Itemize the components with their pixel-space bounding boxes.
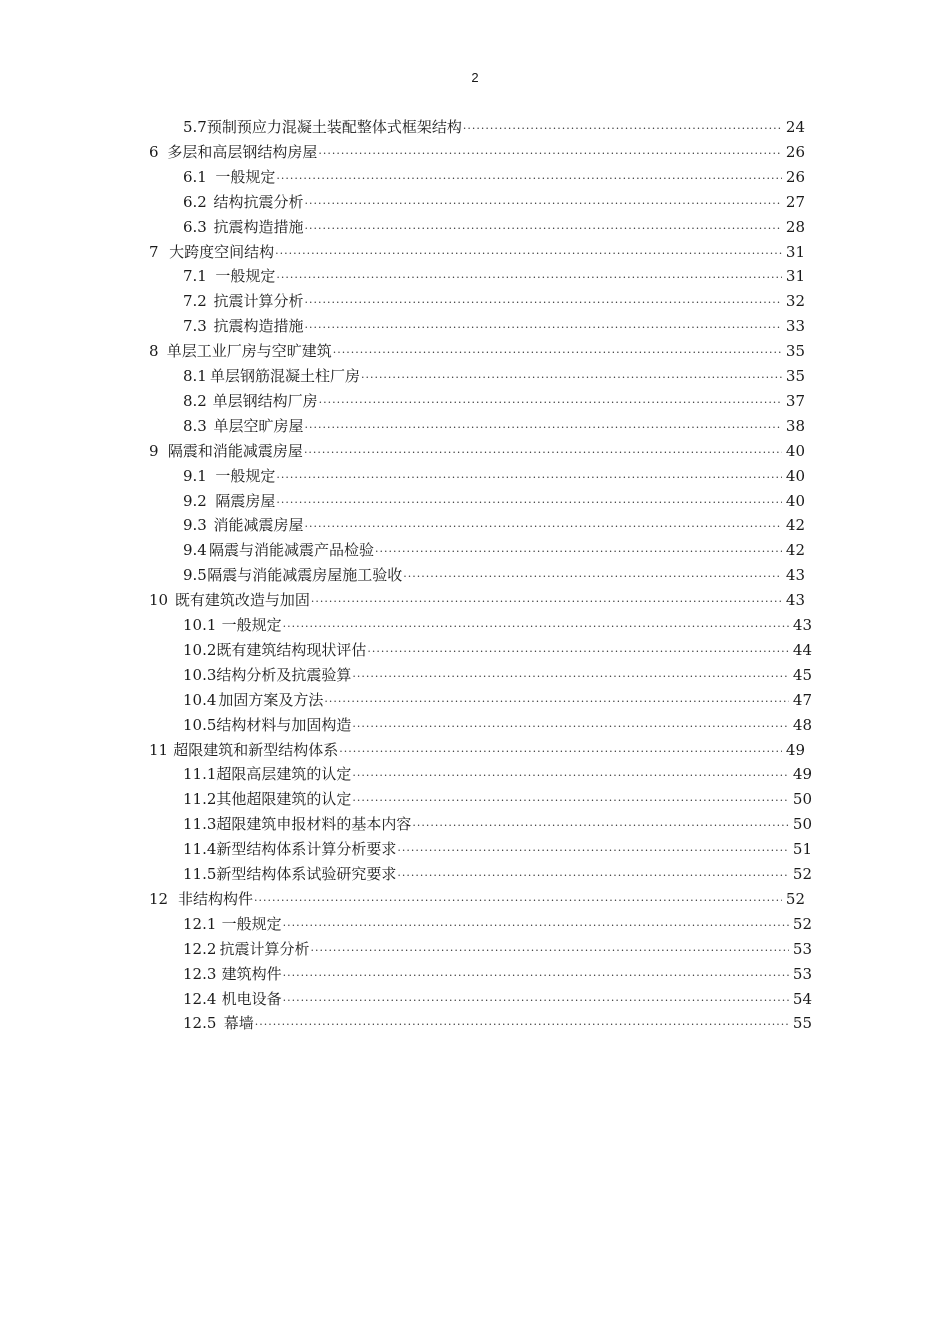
toc-entry[interactable] [149,439,805,463]
toc-leader-dots [305,192,782,216]
toc-entry-title: 加固方案及方法 [218,690,324,709]
toc-entry-title: 隔震和消能减震房屋 [167,441,303,460]
toc-entry-page: 27 [785,192,805,211]
toc-entry[interactable] [183,264,805,288]
toc-entry-title: 抗震计算分析 [213,292,304,311]
toc-entry-title: 一般规定 [215,167,276,186]
toc-entry[interactable] [183,489,805,513]
toc-entry-page: 47 [792,690,812,709]
toc-entry-title: 超限高层建筑的认定 [216,765,352,784]
toc-entry-title: 一般规定 [215,267,276,286]
toc-entry[interactable] [183,389,805,413]
toc-entry[interactable] [183,663,812,687]
toc-entry-title: 其他超限建筑的认定 [216,790,352,809]
toc-leader-dots [305,316,782,340]
toc-entry[interactable] [183,414,805,438]
toc-entry-page: 52 [792,914,812,933]
toc-entry-number: 11.5 [183,865,217,883]
toc-entry-page: 49 [792,765,812,784]
toc-leader-dots [276,167,782,191]
toc-entry-page: 50 [792,815,812,834]
toc-entry-title: 结构材料与加固构造 [216,715,352,734]
toc-entry-number: 10.5 [183,715,217,734]
toc-entry-page: 43 [792,616,812,634]
toc-entry-title: 幕墙 [223,1014,254,1033]
toc-entry-title: 预制预应力混凝土装配整体式框架结构 [206,118,462,136]
toc-entry-title: 抗震计算分析 [219,939,310,958]
toc-leader-dots [339,740,782,764]
toc-entry[interactable] [183,812,812,836]
toc-entry-page: 35 [785,367,805,385]
toc-entry[interactable] [183,713,812,737]
toc-entry[interactable] [183,215,805,239]
toc-entry-number: 6.3 [183,217,207,236]
toc-entry[interactable] [149,588,805,612]
toc-leader-dots [397,839,788,863]
toc-entry-number: 11.2 [183,790,217,809]
toc-entry-page: 38 [785,416,805,435]
toc-entry-page: 45 [792,665,812,684]
toc-entry-number: 6 [149,142,159,161]
toc-entry-number: 12.5 [183,1014,217,1033]
toc-leader-dots [305,515,782,539]
toc-entry[interactable] [183,1011,812,1035]
toc-entry-title: 非结构构件 [177,889,253,908]
toc-entry-title: 既有建筑改造与加固 [174,591,310,610]
toc-entry-page: 52 [792,865,812,883]
toc-entry-page: 48 [792,715,812,734]
toc-leader-dots [305,217,782,241]
toc-leader-dots [352,665,788,689]
toc-entry-title: 隔震与消能减震房屋施工验收 [207,566,403,585]
toc-leader-dots [361,366,782,390]
toc-leader-dots [367,640,788,664]
toc-leader-dots [275,242,782,266]
toc-entry-number: 9.3 [183,516,207,535]
toc-entry-number: 10 [149,591,169,610]
toc-entry-title: 结构分析及抗震验算 [216,665,352,684]
toc-entry-number: 8 [149,342,159,361]
toc-entry-title: 单层工业厂房与空旷建筑 [166,342,332,361]
toc-leader-dots [283,989,789,1013]
toc-leader-dots [283,615,789,639]
toc-leader-dots [276,466,782,490]
toc-leader-dots [276,491,782,515]
toc-entry-number: 11.3 [183,815,217,834]
toc-leader-dots [305,416,782,440]
toc-entry-title: 单层钢结构厂房 [212,391,318,410]
toc-entry-number: 9 [149,441,159,460]
toc-leader-dots [412,814,788,838]
toc-entry-number: 7.1 [183,267,207,286]
toc-entry-page: 42 [785,541,805,560]
toc-leader-dots [319,391,782,415]
toc-entry[interactable] [183,165,805,189]
toc-entry-page: 54 [792,989,812,1008]
toc-entry-page: 28 [785,217,805,236]
toc-entry[interactable] [183,638,812,662]
toc-entry-title: 既有建筑结构现状评估 [216,640,367,659]
toc-entry-title: 新型结构体系计算分析要求 [216,840,397,859]
toc-entry-title: 多层和高层钢结构房屋 [167,142,318,161]
toc-entry-number: 7.3 [183,317,207,336]
toc-entry-page: 33 [785,317,805,336]
toc-entry-title: 机电设备 [221,989,282,1008]
toc-entry[interactable] [183,538,805,562]
toc-entry-title: 抗震构造措施 [213,217,304,236]
toc-entry-number: 12 [149,889,169,908]
toc-leader-dots [283,914,789,938]
toc-entry[interactable] [183,563,805,587]
toc-entry[interactable] [183,987,812,1011]
toc-entry-number: 7.2 [183,292,207,311]
toc-entry-page: 37 [785,391,805,410]
toc-entry-title: 一般规定 [221,914,282,933]
toc-entry-title: 单层钢筋混凝土柱厂房 [209,367,360,385]
toc-entry[interactable] [183,190,805,214]
toc-entry[interactable] [183,688,812,712]
toc-entry-page: 55 [792,1014,812,1033]
toc-entry[interactable] [183,837,812,861]
toc-entry[interactable] [149,140,805,164]
toc-entry-page: 43 [785,566,805,585]
toc-entry-title: 隔震与消能减震产品检验 [209,541,375,560]
toc-entry[interactable] [183,937,812,961]
toc-leader-dots [310,939,788,963]
toc-entry-page: 40 [785,466,805,485]
toc-leader-dots [283,964,789,988]
toc-entry-page: 52 [785,889,805,908]
toc-entry-page: 26 [785,167,805,186]
toc-entry-number: 10.4 [183,690,217,709]
toc-entry[interactable] [183,613,812,637]
toc-entry-title: 抗震构造措施 [213,317,304,336]
toc-entry-number: 9.4 [183,541,207,560]
toc-entry-page: 50 [792,790,812,809]
toc-entry-page: 31 [785,242,805,261]
toc-entry-number: 12.3 [183,964,217,983]
toc-entry-number: 9.5 [183,566,207,585]
toc-entry[interactable] [183,787,812,811]
toc-entry-number: 11.1 [183,765,217,784]
toc-entry-number: 8.3 [183,416,207,435]
toc-entry-number: 5.7 [183,118,207,136]
toc-leader-dots [352,764,788,788]
toc-leader-dots [403,565,782,589]
toc-entry-number: 10.1 [183,616,217,634]
toc-entry-number: 11 [149,740,169,759]
toc-entry-number: 12.2 [183,939,217,958]
toc-leader-dots [318,142,782,166]
toc-entry-title: 消能减震房屋 [213,516,304,535]
toc-entry-page: 26 [785,142,805,161]
toc-leader-dots [463,117,782,141]
toc-entry[interactable] [149,738,805,762]
toc-entry-page: 43 [785,591,805,610]
toc-leader-dots [352,789,788,813]
toc-entry-title: 超限建筑和新型结构体系 [173,740,339,759]
toc-entry-page: 53 [792,939,812,958]
toc-entry[interactable] [183,115,805,139]
toc-entry-title: 超限建筑申报材料的基本内容 [216,815,412,834]
toc-entry-number: 10.2 [183,640,217,659]
toc-leader-dots [276,266,782,290]
toc-entry-page: 44 [792,640,812,659]
toc-leader-dots [324,690,789,714]
toc-entry[interactable] [183,862,812,886]
toc-entry-page: 40 [785,441,805,460]
toc-entry[interactable] [183,912,812,936]
toc-entry-number: 9.1 [183,466,207,485]
toc-entry-number: 6.2 [183,192,207,211]
toc-entry[interactable] [149,887,805,911]
toc-entry-number: 8.1 [183,367,207,385]
toc-entry-title: 单层空旷房屋 [213,416,304,435]
toc-entry-number: 11.4 [183,840,217,859]
toc-entry[interactable] [183,962,812,986]
toc-leader-dots [311,590,782,614]
toc-leader-dots [333,341,782,365]
toc-leader-dots [375,540,782,564]
toc-entry-page: 40 [785,491,805,510]
toc-entry-page: 42 [785,516,805,535]
toc-entry[interactable] [149,339,805,363]
toc-leader-dots [254,889,782,913]
toc-entry-page: 53 [792,964,812,983]
toc-leader-dots [304,441,782,465]
toc-leader-dots [305,291,782,315]
toc-entry-number: 6.1 [183,167,207,186]
toc-entry[interactable] [183,289,805,313]
toc-entry[interactable] [183,464,805,488]
toc-entry-number: 9.2 [183,491,207,510]
toc-entry-page: 32 [785,292,805,311]
toc-entry-title: 一般规定 [221,616,282,634]
toc-entry-title: 大跨度空间结构 [169,242,275,261]
toc-entry[interactable] [183,314,805,338]
toc-entry-title: 建筑构件 [221,964,282,983]
toc-entry-title: 结构抗震分析 [213,192,304,211]
page-number: 2 [471,70,479,85]
toc-leader-dots [255,1013,789,1037]
toc-entry-page: 35 [785,342,805,361]
toc-entry[interactable] [183,364,805,388]
toc-entry-number: 12.4 [183,989,217,1008]
toc-entry-number: 12.1 [183,914,217,933]
toc-entry-page: 24 [785,118,805,136]
toc-entry[interactable] [183,513,805,537]
toc-entry-number: 10.3 [183,665,217,684]
toc-leader-dots [352,715,788,739]
toc-entry-title: 新型结构体系试验研究要求 [216,865,397,883]
toc-entry-number: 8.2 [183,391,207,410]
toc-entry-page: 51 [792,840,812,859]
toc-leader-dots [397,864,788,888]
toc-entry-number: 7 [149,242,159,261]
toc-entry-title: 隔震房屋 [215,491,276,510]
toc-entry-page: 49 [785,740,805,759]
toc-entry[interactable] [183,762,812,786]
toc-entry-page: 31 [785,267,805,286]
toc-entry[interactable] [149,240,805,264]
toc-entry-title: 一般规定 [215,466,276,485]
